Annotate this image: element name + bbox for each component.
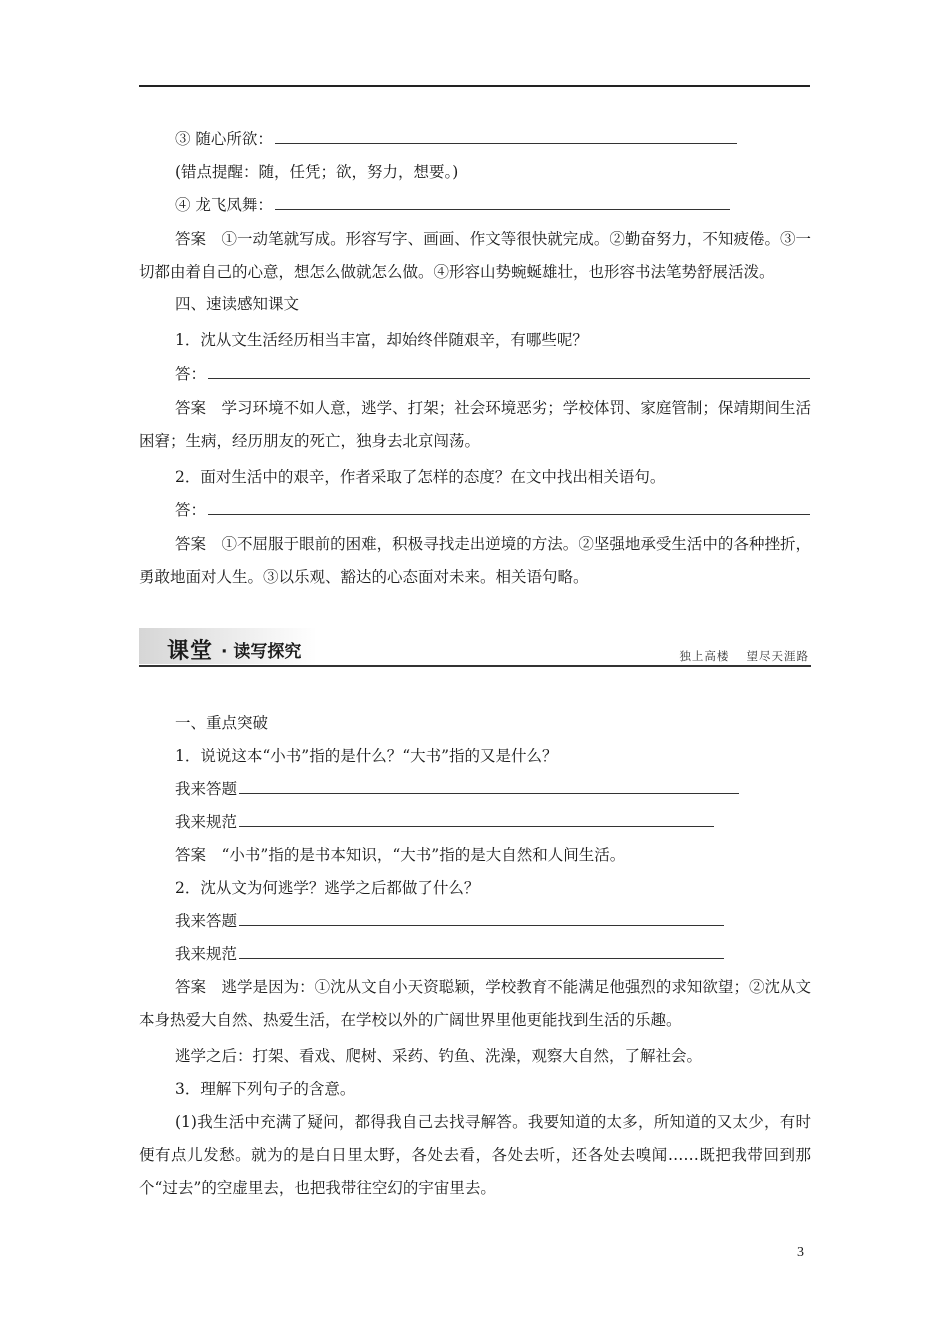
vocab-item-3: ③ 随心所欲：	[175, 129, 737, 149]
speed-reading-q2: 2．面对生活中的艰辛，作者采取了怎样的态度？在文中找出相关语句。	[175, 468, 666, 486]
section-subtitle: · 读写探究	[221, 642, 302, 662]
fill-blank[interactable]	[275, 131, 737, 144]
section-title: 课堂	[167, 639, 214, 664]
speed-reading-q1: 1．沈从文生活经历相当丰富，却始终伴随艰辛，有哪些呢？	[175, 331, 588, 349]
section-rule	[139, 665, 811, 667]
key-points-q2-answer-line: 我来答题	[175, 911, 724, 931]
fill-blank[interactable]	[275, 197, 730, 210]
key-points-q2-norm-line: 我来规范	[175, 944, 724, 964]
speed-reading-q2-answer: 答案 ①不屈服于眼前的困难，积极寻找走出逆境的方法。②坚强地承受生活中的各种挫折，勇敢地面对人生。③以乐观、豁达的心态面对未来。相关语句略。	[139, 535, 811, 586]
fill-blank[interactable]	[208, 366, 810, 379]
key-points-q3: 3．理解下列句子的含意。	[175, 1080, 356, 1098]
fill-blank[interactable]	[239, 946, 724, 959]
vocab-item-3-note: (错点提醒：随，任凭；欲，努力，想要。)	[175, 163, 459, 181]
key-points-q2-answer: 答案 逃学是因为：①沈从文自小天资聪颖，学校教育不能满足他强烈的求知欲望；②沈从文本身热爱大自然、热爱生活，在学校以外的广阔世界里他更能找到生活的乐趣。	[139, 978, 811, 1029]
key-points-q3-sentence-1: (1)我生活中充满了疑问，都得我自己去找寻解答。我要知道的太多，所知道的又太少，有时便有点儿发愁。就为的是白日里太野，各处去看，各处去听，还各处去嗅闻……既把我带回到那个“过去”的空虚里去，也把我带往空幻的宇宙里去。	[139, 1113, 811, 1197]
key-points-q1-answer: 答案 “小书”指的是书本知识，“大书”指的是大自然和人间生活。	[175, 846, 626, 864]
speed-reading-q1-answer: 答案 学习环境不如人意，逃学、打架；社会环境恶劣；学校体罚、家庭管制；保靖期间生活困窘；生病，经历朋友的死亡，独身去北京闯荡。	[139, 399, 811, 450]
key-points-q2: 2．沈从文为何逃学？逃学之后都做了什么？	[175, 879, 480, 897]
vocab-item-4: ④ 龙飞凤舞：	[175, 195, 730, 215]
speed-reading-q1-answer-line: 答：	[175, 364, 810, 384]
section-header	[139, 628, 811, 668]
fill-blank[interactable]	[239, 781, 739, 794]
fill-blank[interactable]	[208, 502, 810, 515]
fill-blank[interactable]	[239, 814, 714, 827]
header-rule	[139, 85, 810, 87]
key-points-q1-answer-line: 我来答题	[175, 779, 739, 799]
speed-reading-heading: 四、速读感知课文	[175, 295, 300, 313]
speed-reading-q2-answer-line: 答：	[175, 500, 810, 520]
section-motto: 独上高楼 望尽天涯路	[679, 649, 809, 663]
page-number: 3	[797, 1245, 804, 1260]
key-points-q1-norm-line: 我来规范	[175, 812, 714, 832]
key-points-q1: 1．说说这本“小书”指的是什么？“大书”指的又是什么？	[175, 747, 558, 765]
fill-blank[interactable]	[239, 913, 724, 926]
vocab-answer: 答案 ①一动笔就写成。形容写字、画画、作文等很快就完成。②勤奋努力，不知疲倦。③一切都由着自己的心意，想怎么做就怎么做。④形容山势蜿蜒雄壮，也形容书法笔势舒展活泼。	[139, 230, 811, 281]
key-points-heading: 一、重点突破	[175, 714, 269, 732]
key-points-q2-after: 逃学之后：打架、看戏、爬树、采药、钓鱼、洗澡，观察大自然，了解社会。	[175, 1047, 703, 1065]
